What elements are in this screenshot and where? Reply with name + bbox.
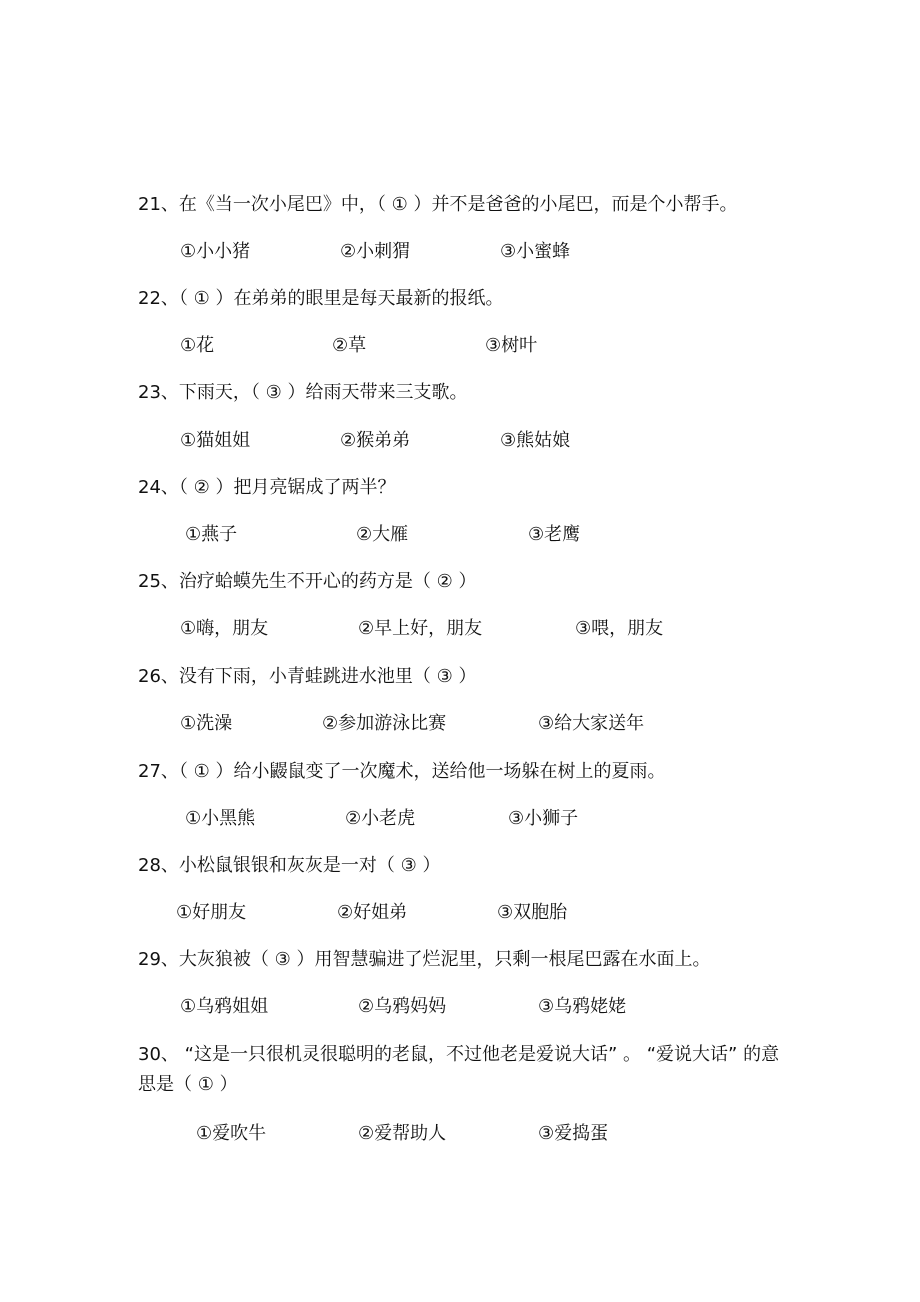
option-29-2: ②乌鸦妈妈 (358, 996, 447, 1017)
option-30-3: ③爱捣蛋 (538, 1123, 609, 1144)
question-21: 21、在《当一次小尾巴》中，（ ① ）并不是爸爸的小尾巴，而是个小帮手。 (138, 194, 738, 215)
option-24-3: ③老鹰 (528, 524, 581, 545)
option-26-1: ①洗澡 (180, 713, 233, 734)
option-26-2: ②参加游泳比赛 (322, 713, 447, 734)
option-23-3: ③熊姑娘 (500, 430, 571, 451)
option-27-1: ①小黑熊 (185, 808, 256, 829)
option-21-3: ③小蜜蜂 (500, 241, 571, 262)
option-21-2: ②小刺猬 (340, 241, 411, 262)
option-29-3: ③乌鸦姥姥 (538, 996, 627, 1017)
option-27-3: ③小狮子 (508, 808, 579, 829)
option-23-1: ①猫姐姐 (180, 430, 251, 451)
option-29-1: ①乌鸦姐姐 (180, 996, 269, 1017)
option-23-2: ②猴弟弟 (340, 430, 411, 451)
option-22-2: ②草 (332, 335, 367, 356)
option-27-2: ②小老虎 (345, 808, 416, 829)
option-26-3: ③给大家送年 (538, 713, 645, 734)
option-24-2: ②大雁 (356, 524, 409, 545)
option-25-3: ③喂，朋友 (575, 618, 664, 639)
question-30: 30、 “这是一只很机灵很聪明的老鼠，不过他老是爱说大话” 。 “爱说大话” 的意思是（ ① ） (138, 1044, 780, 1095)
option-30-1: ①爱吹牛 (196, 1123, 267, 1144)
option-28-3: ③双胞胎 (497, 902, 568, 923)
question-23: 23、下雨天，（ ③ ）给雨天带来三支歌。 (138, 382, 468, 403)
question-22: 22、（ ① ）在弟弟的眼里是每天最新的报纸。 (138, 288, 504, 309)
option-22-3: ③树叶 (485, 335, 538, 356)
option-28-2: ②好姐弟 (337, 902, 408, 923)
option-30-2: ②爱帮助人 (358, 1123, 447, 1144)
question-27: 27、（ ① ）给小鼹鼠变了一次魔术，送给他一场躲在树上的夏雨。 (138, 761, 666, 782)
option-21-1: ①小小猪 (180, 241, 251, 262)
option-24-1: ①燕子 (185, 524, 238, 545)
question-26: 26、没有下雨，小青蛙跳进水池里（ ③ ） (138, 666, 477, 687)
option-25-1: ①嗨，朋友 (180, 618, 269, 639)
option-28-1: ①好朋友 (176, 902, 247, 923)
question-29: 29、大灰狼被（ ③ ）用智慧骗进了烂泥里，只剩一根尾巴露在水面上。 (138, 949, 711, 970)
option-22-1: ①花 (180, 335, 215, 356)
question-24: 24、（ ② ）把月亮锯成了两半？ (138, 477, 396, 498)
question-28: 28、小松鼠银银和灰灰是一对（ ③ ） (138, 855, 441, 876)
question-25: 25、治疗蛤蟆先生不开心的药方是（ ② ） (138, 571, 477, 592)
option-25-2: ②早上好，朋友 (358, 618, 483, 639)
